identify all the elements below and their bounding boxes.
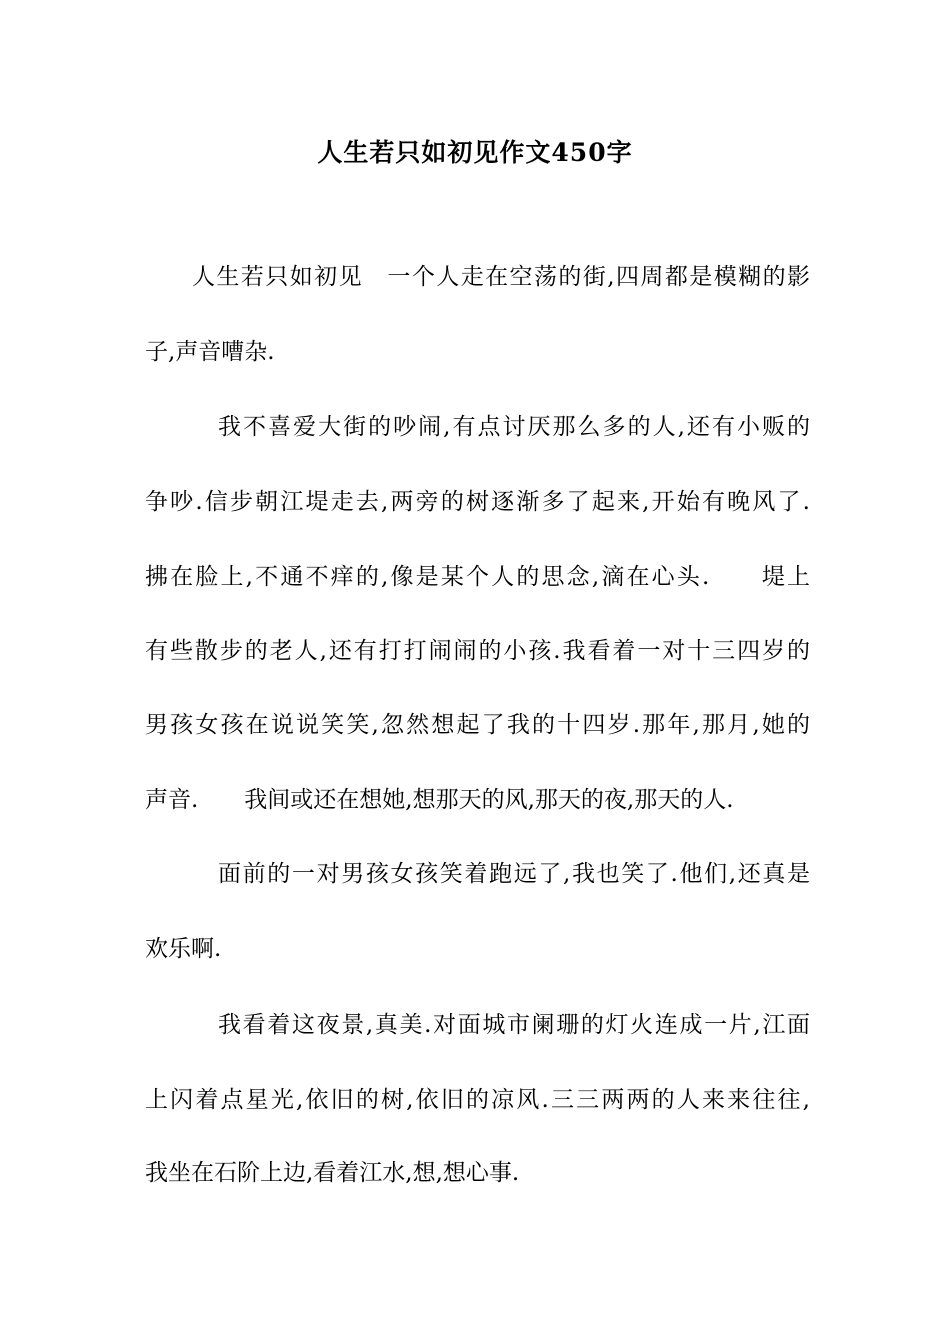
paragraph-line: 声音. 我间或还在想她,想那天的风,那天的夜,那天的人. [145, 787, 734, 813]
paragraph-line: 我不喜爱大街的吵闹,有点讨厌那么多的人,还有小贩的 [218, 414, 810, 440]
paragraph-line: 我坐在石阶上边,看着江水,想,想心事. [145, 1160, 520, 1186]
paragraph-line: 有些散步的老人,还有打打闹闹的小孩.我看着一对十三四岁的 [145, 638, 810, 664]
paragraph-line: 争吵.信步朝江堤走去,两旁的树逐渐多了起来,开始有晚风了. [145, 489, 810, 515]
paragraph-line: 上闪着点星光,依旧的树,依旧的凉风.三三两两的人来来往往, [145, 1087, 810, 1113]
paragraph-line: 男孩女孩在说说笑笑,忽然想起了我的十四岁.那年,那月,她的 [145, 712, 810, 738]
paragraph-line: 我看着这夜景,真美.对面城市阑珊的灯火连成一片,江面 [218, 1012, 810, 1038]
paragraph-line: 子,声音嘈杂. [145, 339, 275, 365]
paragraph-line: 欢乐啊. [145, 936, 222, 962]
paragraph-line: 面前的一对男孩女孩笑着跑远了,我也笑了.他们,还真是 [218, 861, 810, 887]
document-title: 人生若只如初见作文450字 [317, 138, 633, 167]
paragraph-line: 拂在脸上,不通不痒的,像是某个人的思念,滴在心头. 堤上 [145, 564, 810, 590]
paragraph-line: 人生若只如初见 一个人走在空荡的街,四周都是模糊的影 [192, 264, 810, 290]
